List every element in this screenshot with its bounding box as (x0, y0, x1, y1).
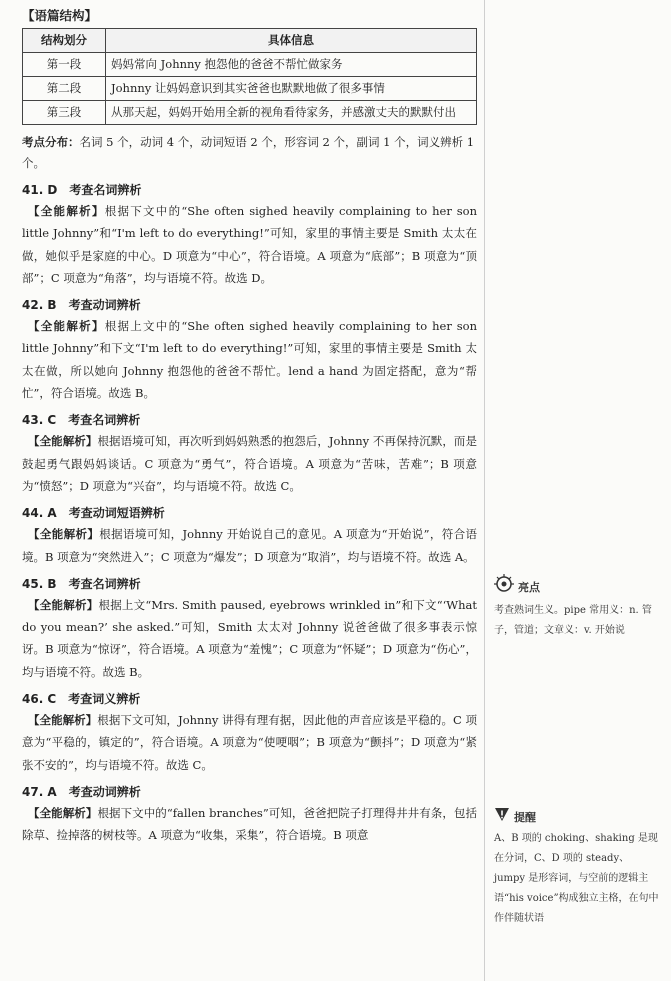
analysis-text (22, 200, 477, 289)
answer-number: 43. C (22, 413, 57, 428)
table-cell-part: 第二段 (23, 77, 106, 101)
analysis-body: 根据语境可知，Johnny 开始说自己的意见。A 项意为“开始说”，符合语境。B 项意为“突然进入”；C 项意为“爆发”；D 项意为“取消”，均与语境不符。故选 A。 (22, 527, 478, 564)
question-heading (22, 180, 477, 200)
question-type: 考查名词辨析 (68, 576, 141, 591)
exam-point-distribution (22, 132, 477, 174)
question-43 (22, 410, 477, 497)
analysis-text (22, 523, 477, 568)
analysis-text (22, 594, 477, 683)
question-heading (22, 574, 477, 594)
distribution-text: 名词 5 个，动词 4 个，动词短语 2 个，形容词 2 个，副词 1 个，词义辨析 1 个。 (22, 135, 475, 170)
analysis-body: 根据语境可知，再次听到妈妈熟悉的抱怨后，Johnny 不再保持沉默，而是鼓起勇气跟妈妈谈话。C 项意为“勇气”，符合语境。A 项意为“苦味，苦难”；B 项意为“愤怒”；D 项意为“兴奋”，均与语境不符。故选 C。 (22, 434, 478, 493)
note-text: A、B 项的 choking、shaking 是现在分词，C、D 项的 steady、jumpy 是形容词，与空前的逻辑主语“his voice”构成独立主格，在句中作伴随状语 (494, 833, 659, 924)
table-row (23, 101, 477, 125)
question-41 (22, 180, 477, 289)
analysis-body: 根据下文中的“fallen branches”可知，爸爸把院子打理得井井有条，包括除草、捡掉落的树枝等。A 项意为“收集，采集”，符合语境。B 项意 (22, 805, 477, 843)
analysis-tag: 【全能解析】 (28, 204, 105, 218)
table-row (23, 77, 477, 101)
note-title-text: 亮点 (518, 580, 540, 594)
table-header-row (23, 29, 477, 53)
table-cell-info: Johnny 让妈妈意识到其实爸爸也默默地做了很多事情 (106, 77, 477, 101)
question-type: 考查动词短语辨析 (68, 506, 165, 521)
answer-number: 44. A (22, 506, 57, 521)
question-type: 考查动词辨析 (68, 298, 141, 313)
note-title (494, 806, 660, 829)
question-45 (22, 574, 477, 683)
question-heading (22, 782, 477, 802)
sidebar-highlight-note (494, 574, 660, 641)
table-header: 具体信息 (106, 29, 477, 53)
table-cell-part: 第一段 (23, 53, 106, 77)
question-heading (22, 295, 477, 315)
analysis-tag: 【全能解析】 (28, 805, 98, 820)
main-column (22, 6, 477, 847)
question-type: 考查名词辨析 (68, 413, 141, 428)
analysis-body: 根据上文中的“She often sighed heavily complaining to her son little Johnny”和下文“I'm left to do everything!”可知，家里的事情主要是 Smith 太太在做，所以她向 Johnny 抱怨他的爸爸不帮忙。lend a hand 为固定搭配，意为“帮忙”，符合语境。故选 B。 (22, 319, 478, 401)
reminder-icon (494, 806, 510, 829)
answer-number: 47. A (22, 784, 57, 799)
analysis-text (22, 802, 477, 847)
analysis-body: 根据下文可知，Johnny 讲得有理有据，因此他的声音应该是平稳的。C 项意为“平稳的，镇定的”，符合语境。A 项意为“使哽咽”；B 项意为“颤抖”；D 项意为“紧张不安的”，均与语境不符。故选 C。 (22, 713, 477, 772)
question-type: 考查动词辨析 (68, 784, 141, 799)
question-heading (22, 503, 477, 523)
question-47 (22, 782, 477, 847)
analysis-tag: 【全能解析】 (28, 527, 100, 542)
analysis-body: 根据上文“Mrs. Smith paused, eyebrows wrinkled in”和下文“‘What do you mean?’ she asked.”可知，Smith 太太对 Johnny 说爸爸做了很多事表示惊讶。B 项意为“惊讶”，符合语境。A 项意为“羞愧”；C 项意为“怀疑”；D 项意为“伤心”，均与语境不符。故选 B。 (22, 597, 477, 679)
note-title (494, 574, 660, 601)
question-42 (22, 295, 477, 404)
table-cell-part: 第三段 (23, 101, 106, 125)
answer-number: 41. D (22, 183, 58, 197)
analysis-tag: 【全能解析】 (28, 597, 99, 612)
table-cell-info: 妈妈常向 Johnny 抱怨他的爸爸不帮忙做家务 (106, 53, 477, 77)
highlight-icon (494, 574, 514, 601)
distribution-label: 考点分布： (22, 135, 80, 149)
section-title: 【语篇结构】 (22, 8, 98, 23)
question-heading (22, 689, 477, 709)
note-title-text: 提醒 (514, 810, 536, 824)
analysis-text (22, 315, 477, 404)
analysis-body: 根据下文中的“She often sighed heavily complaining to her son little Johnny”和“I'm left to do everything!”可知，家里的事情主要是 Smith 太太在做，她似乎是家庭的中心。D 项意为“中心”，符合语境。A 项意为“底部”；B 项意为“顶部”；C 项意为“角落”，均与语境不符。故选 D。 (22, 204, 478, 285)
structure-table (22, 28, 477, 125)
analysis-text (22, 709, 477, 776)
analysis-tag: 【全能解析】 (28, 319, 105, 334)
answer-number: 42. B (22, 298, 57, 313)
question-type: 考查名词辨析 (69, 183, 142, 197)
question-46 (22, 689, 477, 776)
sidebar-reminder-note (494, 806, 660, 929)
analysis-text (22, 430, 477, 497)
analysis-tag: 【全能解析】 (28, 434, 98, 449)
table-header: 结构划分 (23, 29, 106, 53)
column-divider (484, 0, 485, 981)
answer-number: 45. B (22, 576, 57, 591)
question-44 (22, 503, 477, 568)
note-text: 考查熟词生义。pipe 常用义：n. 管子，管道；文章义：v. 开始说 (494, 605, 652, 636)
analysis-tag: 【全能解析】 (28, 713, 98, 728)
table-row (23, 53, 477, 77)
question-type: 考查词义辨析 (68, 692, 141, 707)
table-cell-info: 从那天起，妈妈开始用全新的视角看待家务，并感激丈夫的默默付出 (106, 101, 477, 125)
answer-number: 46. C (22, 692, 57, 707)
question-heading (22, 410, 477, 430)
